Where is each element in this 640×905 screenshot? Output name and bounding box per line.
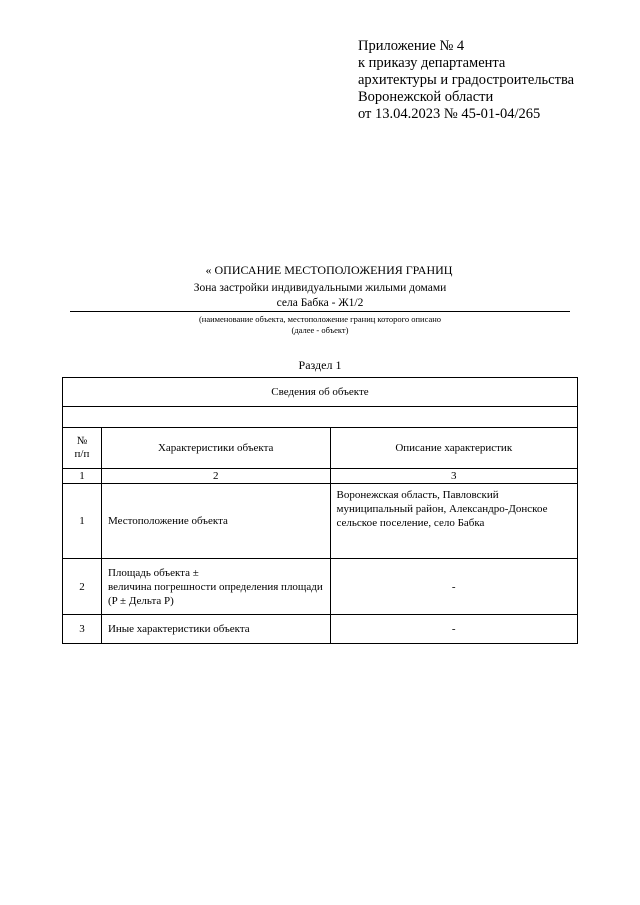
appendix-line: к приказу департамента <box>358 55 506 71</box>
table-row <box>63 484 578 559</box>
header-characteristics: Характеристики объекта <box>101 428 330 469</box>
appendix-line: от 13.04.2023 № 45-01-04/265 <box>358 106 541 122</box>
row-description: - <box>330 615 578 644</box>
table-empty-row <box>63 407 578 428</box>
object-name-line-2: села Бабка - Ж1/2 <box>276 296 364 309</box>
row-description: - <box>330 559 578 615</box>
caption-line-2: (далее - объект) <box>291 325 349 335</box>
row-num: 1 <box>63 484 102 559</box>
object-name-line-1: Зона застройки индивидуальными жилыми домами <box>193 282 447 294</box>
column-numbers-row <box>63 469 578 484</box>
row-num: 2 <box>63 559 102 615</box>
table-title-row <box>63 378 578 407</box>
row-description: Воронежская область, Павловский муниципальный район, Александро-Донское сельское поселение, село Бабка <box>330 484 578 559</box>
underline-rule <box>70 311 570 312</box>
table-title: Сведения об объекте <box>63 378 578 407</box>
column-number: 3 <box>330 469 578 484</box>
header-num: № п/п <box>63 428 102 469</box>
appendix-line: Приложение № 4 <box>358 38 465 54</box>
row-num: 3 <box>63 615 102 644</box>
document-title: « ОПИСАНИЕ МЕСТОПОЛОЖЕНИЯ ГРАНИЦ <box>205 263 453 277</box>
column-number: 1 <box>63 469 102 484</box>
document-header <box>70 263 570 336</box>
caption-line-1: (наименование объекта, местоположение границ которого описано <box>198 314 442 324</box>
table-row <box>63 615 578 644</box>
row-characteristic: Площадь объекта ± величина погрешности определения площади (P ± Дельта P) <box>101 559 330 615</box>
section-heading: Раздел 1 <box>298 358 342 372</box>
column-number: 2 <box>101 469 330 484</box>
header-description: Описание характеристик <box>330 428 578 469</box>
row-characteristic: Иные характеристики объекта <box>101 615 330 644</box>
row-characteristic: Местоположение объекта <box>101 484 330 559</box>
appendix-line: Воронежской области <box>358 89 494 105</box>
appendix-block <box>358 38 574 123</box>
object-info-table <box>62 377 578 644</box>
table-header-row <box>63 428 578 469</box>
appendix-line: архитектуры и градостроительства <box>358 72 575 88</box>
table-row <box>63 559 578 615</box>
empty-cell <box>63 407 578 428</box>
